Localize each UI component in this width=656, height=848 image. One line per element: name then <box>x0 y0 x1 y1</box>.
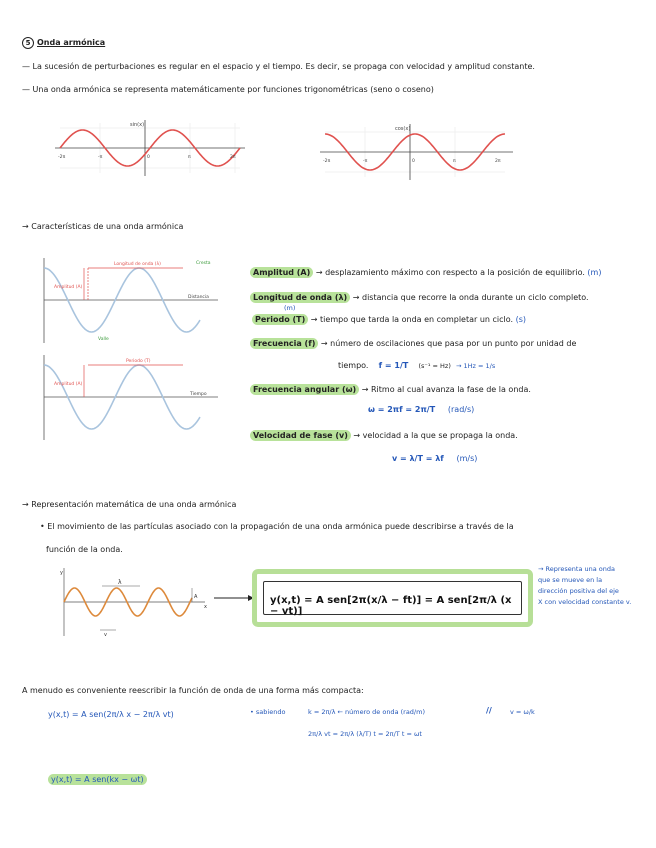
intro-line-1: — La sucesión de perturbaciones es regular en el espacio y el tiempo. Es decir, se propaga con velocidad y amplitud constante. <box>22 62 535 71</box>
tick-label: 2π <box>230 155 236 160</box>
section-heading <box>22 37 105 49</box>
wave-time-diagram <box>40 355 220 440</box>
axis-x-label: x <box>204 604 207 610</box>
math-line-2: función de la onda. <box>46 545 123 554</box>
tick-label: 2π <box>495 159 501 164</box>
section-title: Onda armónica <box>37 38 106 47</box>
amplitude-label: Amplitud (A) <box>54 382 83 387</box>
double-slash-icon: // <box>486 706 492 715</box>
tick-label: 0 <box>147 155 150 160</box>
main-equation-frame <box>263 581 522 615</box>
side-note-3: dirección positiva del eje <box>538 587 619 595</box>
characteristics-title: → Características de una onda armónica <box>22 222 184 231</box>
main-equation: y(x,t) = A sen[2π(x/λ − ft)] = A sen[2π/λ (x − vt)] <box>270 595 512 617</box>
valley-label: Valle <box>98 337 109 342</box>
char-desc: tiempo. <box>338 361 369 370</box>
velocity-label: v <box>104 632 107 638</box>
math-line-1: • El movimiento de las partículas asociado con la propagación de una onda armónica puede describirse a través de la <box>40 522 514 531</box>
amplitude-label: Amplitud (A) <box>54 285 83 290</box>
char-unit: (rad/s) <box>447 405 475 414</box>
tick-label: -π <box>363 159 368 164</box>
char-desc: → desplazamiento máximo con respecto a la posición de equilibrio. <box>315 268 585 277</box>
char-angular <box>250 385 531 395</box>
char-unit: (m) <box>587 268 602 277</box>
sine-graph <box>50 118 250 178</box>
char-velocity-formula <box>392 454 477 464</box>
char-desc: → tiempo que tarda la onda en completar un ciclo. <box>310 315 514 324</box>
char-desc: → número de oscilaciones que pasa por un punto por unidad de <box>320 339 577 348</box>
char-unit: (m/s) <box>456 454 478 463</box>
char-period <box>252 315 526 325</box>
char-name: Longitud de onda (λ) <box>250 292 350 303</box>
char-amplitude <box>250 268 601 278</box>
sine-label: sin(x) <box>130 122 145 128</box>
distance-label: Distancia <box>188 295 209 300</box>
period-label: Periodo (T) <box>126 359 151 364</box>
compact-sabiendo: • sabiendo <box>250 708 286 716</box>
char-unit: (m) <box>284 304 296 312</box>
char-desc: → distancia que recorre la onda durante un ciclo completo. <box>352 293 589 302</box>
tick-label: π <box>453 159 456 164</box>
cosine-graph <box>315 122 515 182</box>
side-note-4: X con velocidad constante v. <box>538 598 632 606</box>
wavelength-label: Longitud de onda (λ) <box>114 262 161 267</box>
side-note-1: → Representa una onda <box>538 565 615 573</box>
char-name: Amplitud (A) <box>250 267 313 278</box>
intro-line-2: — Una onda armónica se representa matemáticamente por funciones trigonométricas (seno o coseno) <box>22 85 434 94</box>
tick-label: 0 <box>412 159 415 164</box>
char-name: Velocidad de fase (v) <box>250 430 351 441</box>
char-formula: v = λ/T = λf <box>392 454 444 463</box>
char-desc: → Ritmo al cual avanza la fase de la onda. <box>361 385 531 394</box>
compact-k-def: k = 2π/λ ← número de onda (rad/m) <box>308 708 425 716</box>
compact-eq-left: y(x,t) = A sen(2π/λ x − 2π/λ vt) <box>48 710 174 719</box>
char-angular-formula <box>368 405 474 415</box>
axis-y-label: y <box>60 570 63 576</box>
section-number: 5 <box>22 37 34 49</box>
amplitude-symbol: A <box>194 594 198 600</box>
arrow-icon <box>214 593 254 603</box>
char-note: → 1Hz = 1/s <box>455 362 496 370</box>
side-note-2: que se mueve en la <box>538 576 603 584</box>
char-frequency-formula <box>338 361 495 371</box>
char-unit: (s⁻¹ = Hz) <box>418 362 451 370</box>
tick-label: -2π <box>58 155 66 160</box>
char-name: Frecuencia angular (ω) <box>250 384 359 395</box>
crest-label: Cresta <box>196 261 211 266</box>
char-formula: ω = 2πf = 2π/T <box>368 405 436 414</box>
char-formula: f = 1/T <box>378 361 409 370</box>
wave-distance-diagram <box>40 258 220 343</box>
time-label: Tiempo <box>190 392 207 397</box>
tick-label: π <box>188 155 191 160</box>
compact-final-eq: y(x,t) = A sen(kx − ωt) <box>48 774 147 785</box>
math-title: → Representación matemática de una onda armónica <box>22 500 237 509</box>
char-velocity <box>250 431 518 441</box>
char-desc: → velocidad a la que se propaga la onda. <box>353 431 518 440</box>
char-unit: (s) <box>515 315 527 324</box>
lambda-label: λ <box>118 579 122 586</box>
tick-label: -π <box>98 155 103 160</box>
char-name: Frecuencia (f) <box>250 338 318 349</box>
compact-substitution: 2π/λ vt = 2π/λ (λ/T) t = 2π/T t = ωt <box>308 730 422 738</box>
char-frequency <box>250 339 576 349</box>
cosine-label: cos(x) <box>395 126 411 132</box>
compact-title: A menudo es conveniente reescribir la función de onda de una forma más compacta: <box>22 686 364 695</box>
char-name: Periodo (T) <box>252 314 308 325</box>
char-wavelength <box>250 293 589 303</box>
compact-final <box>48 775 147 785</box>
orange-wave-figure <box>60 568 210 638</box>
compact-omega-def: v = ω/k <box>510 708 535 716</box>
tick-label: -2π <box>323 159 331 164</box>
main-equation-box <box>252 569 533 627</box>
